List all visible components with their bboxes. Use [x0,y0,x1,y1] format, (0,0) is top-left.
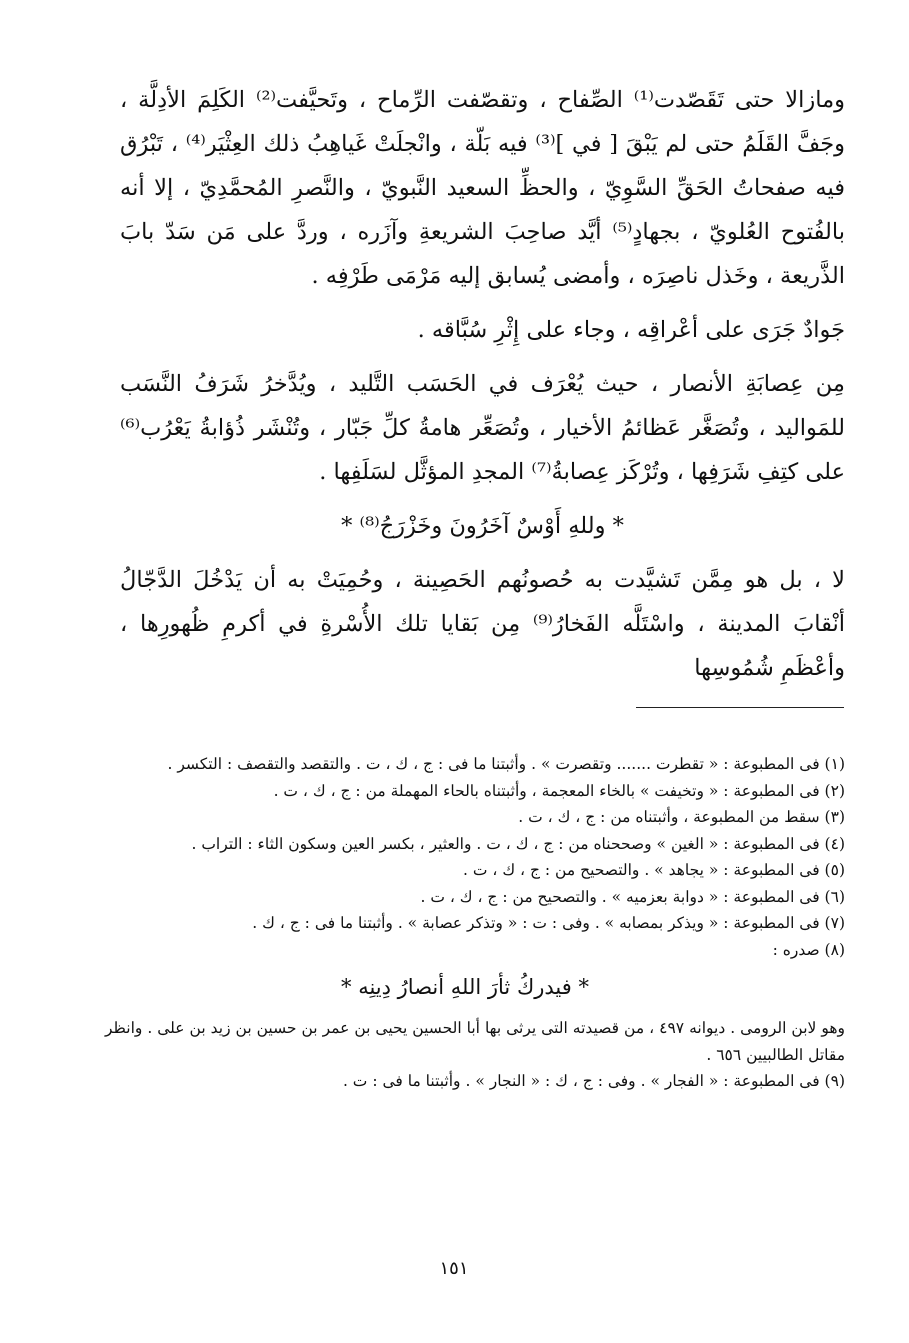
footnote-5: (٥) فى المطبوعة : « يجاهد » . والتصحيح من : ج ، ك ، ت . [463,861,845,879]
footnote-divider [636,707,844,708]
footnote-6: (٦) فى المطبوعة : « دوابة بعزميه » . والتصحيح من : ج ، ك ، ت . [420,887,845,906]
footnote-1: (١) فى المطبوعة : « تقطرت ....... وتقصرت » . وأثبتنا ما فى : ج ، ك ، ت . والتقصد والتقصف : التكسر . [167,755,845,773]
paragraph-3: مِن عِصابَةِ الأنصار ، حيث يُعْرَف في الحَسَب التَّليد ، ويُدَّخرُ شَرَفُ النَّسَب للمَواليد ، وتُصَغَّر عَظائمُ الأخيار ، وتُصَعِّر هامةُ كلِّ جَبّار ، وتُنْشَر ذُؤابةُ يَعْرُب⁽⁶⁾ على كتِفِ شَرَفِها ، وتُرْكَز عِصابةُ⁽⁷⁾ المجدِ المؤثَّل لسَلَفِها . [120,371,845,485]
paragraph-1: ومازالا حتى تَقَصّدت⁽¹⁾ الصِّفاح ، وتقصّفت الرِّماح ، وتَحيَّفت⁽²⁾ الكَلِمَ الأدِلَّة ، وجَفَّ القَلَمُ حتى لم يَبْقَ [ في ]⁽³⁾ فيه بَلّة ، وانْجلَتْ غَياهِبُ ذلك العِثْيَر⁽⁴⁾ ، تَبْرُق فيه صفحاتُ الحَقِّ السَّوِيّ ، والحظِّ السعيد النَّبويّ ، والنَّصرِ المُحمَّدِيّ ، إلا أنه بالفُتوح العُلويّ ، بجهادٍ⁽⁵⁾ أيَّد صاحِبَ الشريعةِ وآزَره ، وردَّ على مَن سَدّ بابَ الذَّريعة ، وخَذل ناصِرَه ، وأمضى يُسابق إليه مَرْمَى طَرْفِه . [120,87,846,289]
page-number: ١٥١ [439,1258,469,1279]
paragraph-4: لا ، بل هو مِمَّن تَشيَّدت به حُصونُهم الحَصِينة ، وحُمِيَتْ به أن يَدْخُلَ الدَّجّالُ أنْقابَ المدينة ، واسْتَلَّه الفَخارُ⁽⁹⁾ مِن بَقايا تلك الأُسْرةِ في أكرمِ ظُهورِها ، وأعْظَمِ شُمُوسِها [120,567,846,681]
paragraph-2: جَوادٌ جَرَى على أعْراقِه ، وجاء على إِثْرِ سُبَّاقه . [417,317,845,343]
footnote-4: (٤) فى المطبوعة : « الغين » وصححناه من : ج ، ك ، ت . والعثير ، بكسر العين وسكون الثاء : التراب . [191,834,845,853]
footnote-2: (٢) فى المطبوعة : « وتخيفت » بالخاء المعجمة ، وأثبتناه بالحاء المهملة من : ج ، ك ، ت . [273,781,845,800]
footnote-8-verse: * فيدركُ ثأرَ اللهِ أنصارُ دِينِه * [341,975,589,999]
footnote-9: (٩) فى المطبوعة : « الفجار » . وفى : ج ، ك : « النجار » . وأثبتنا ما فى : ت . [342,1072,845,1090]
verse-line: * وللهِ أَوْسٌ آخَرُونَ وخَزْرَجُ⁽⁸⁾ * [341,513,624,539]
footnote-7: (٧) فى المطبوعة : « ويذكر بمصابه » . وفى : ت : « وتذكر عصابة » . وأثبتنا ما فى : ج ، ك . [252,914,845,932]
main-text [120,78,845,690]
footnotes [105,751,845,1095]
footnote-8-source: وهو لابن الرومى . ديوانه ٤٩٧ ، من قصيدته التى يرثى بها أبا الحسين يحيى بن عمر بن حسين بن زيد بن على . وانظر مقاتل الطالبيين ٦٥٦ . [105,1019,845,1064]
footnote-3: (٣) سقط من المطبوعة ، وأثبتناه من : ج ، ك ، ت . [518,808,845,826]
footnote-8: (٨) صدره : [772,940,845,959]
